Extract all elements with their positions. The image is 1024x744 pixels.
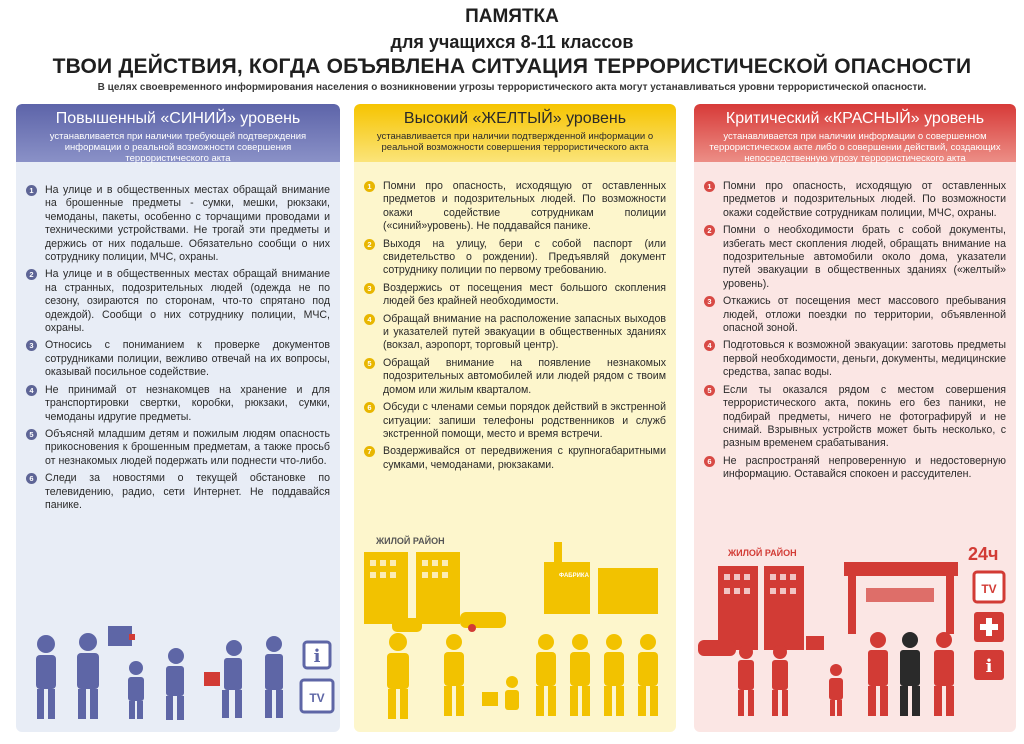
- number-badge: 3: [364, 283, 375, 294]
- number-badge: 2: [26, 269, 37, 280]
- list-item: [704, 180, 1006, 220]
- level-yellow-header: [354, 104, 676, 162]
- number-badge: 7: [364, 446, 375, 457]
- level-yellow-description: устанавливается при наличии подтвержденной информации о реальной возможности совершения террористического акта: [376, 131, 654, 153]
- gift-box-icon: [806, 636, 824, 650]
- item-text: Относись с пониманием к проверке документов сотрудниками полиции, вежливо отвечай на их вопросы, оказывай посильное содействие.: [45, 339, 330, 379]
- number-badge: 2: [704, 225, 715, 236]
- item-text: Откажись от посещения мест массового пребывания людей, отложи поездки по территории, объявленной опасной зоной.: [723, 295, 1006, 335]
- list-item: [26, 428, 330, 468]
- list-item: [364, 180, 666, 234]
- item-text: Если ты оказался рядом с местом совершения террористического акта, покинь его без паники, не подбирай предметы, ничего не фотографируй и не снимай. Взрывных устройств может быть несколько, с разным временем срабатывания.: [723, 383, 1006, 450]
- list-item: [364, 282, 666, 309]
- tv-label: TV: [309, 691, 325, 705]
- item-text: Воздерживайся от передвижения с крупногабаритными сумками, чемоданами, рюкзаками.: [383, 445, 666, 471]
- level-yellow-title: Высокий «ЖЕЛТЫЙ» уровень: [403, 110, 627, 127]
- list-item: [364, 401, 666, 441]
- list-item: [364, 445, 666, 472]
- factory-label: ФАБРИКА: [559, 573, 589, 579]
- level-blue-header: [16, 104, 340, 162]
- people-figures-icon: [387, 633, 658, 719]
- level-red-description: устанавливается при наличии информации о совершенном террористическом акте либо о совершении действий, создающих непосредственную угрозу террористического акта: [709, 131, 1001, 164]
- yellow-illustration: [354, 522, 676, 732]
- item-text: Обсуди с членами семьи порядок действий в экстренной ситуации: запиши телефоны родственников и служб экстренной помощи, место и время встречи.: [383, 401, 666, 440]
- number-badge: 1: [26, 185, 37, 196]
- people-figures-icon: [36, 633, 283, 720]
- item-text: Не принимай от незнакомцев на хранение и для транспортировки свертки, коробки, рюкзаки, сумки, чемоданы идругие предметы.: [45, 383, 330, 423]
- item-text: Не распространяй непроверенную и недостоверную информацию. Оставайся спокоен и рассудителен.: [723, 454, 1006, 481]
- info-label: i: [313, 646, 321, 667]
- item-text: Обращай внимание на появление незнакомых подозрительных автомобилей или людей рядом с твоим домом или жилым кварталом.: [383, 356, 666, 396]
- item-text: Помни о необходимости брать с собой документы, избегать мест скопления людей, обращать внимание на подозрительные автомобили около дома, указатели путей эвакуации в общественных зданиях («желтый» уровень).: [723, 224, 1006, 290]
- list-item: [26, 472, 330, 512]
- residential-area-label: ЖИЛОЙ РАЙОН: [728, 548, 797, 558]
- level-blue-title: Повышенный «СИНИЙ» уровень: [55, 110, 301, 127]
- level-yellow-panel: [354, 104, 676, 732]
- suitcase-icon: [204, 672, 220, 686]
- number-badge: 6: [704, 456, 715, 467]
- number-badge: 5: [26, 429, 37, 440]
- item-text: Помни про опасность, исходящую от оставленных предметов и подозрительных людей. По возможности окажи содействие сотрудникам полиции, МЧС, охраны.: [723, 180, 1006, 219]
- page-title: ПАМЯТКА: [465, 6, 559, 27]
- list-item: [364, 357, 666, 397]
- item-text: Следи за новостями о текущей обстановке по телевидению, радио, сети Интернет. Не поддавайся панике.: [45, 472, 330, 511]
- officer-figure-icon: [900, 632, 920, 716]
- seats-icon: [866, 588, 934, 602]
- intro-text: В целях своевременного информирования населения о возникновении угрозы террористического акта могут устанавливаться уровни террористической опасности.: [97, 82, 927, 93]
- number-badge: 1: [364, 181, 375, 192]
- number-badge: 2: [364, 239, 375, 250]
- gift-box-icon: [108, 626, 132, 646]
- red-illustration: [694, 536, 1016, 732]
- buildings-icon: [364, 542, 658, 624]
- level-red-header: [694, 104, 1016, 162]
- tv-label: TV: [981, 582, 997, 596]
- number-badge: 3: [704, 296, 715, 307]
- level-red-list: [694, 162, 1016, 482]
- item-text: Помни про опасность, исходящую от оставленных предметов и подозрительных людей. По возможности окажи содействие сотрудникам полиции («синий»уровень). Не поддавайся панике.: [383, 180, 666, 233]
- list-item: [26, 339, 330, 379]
- item-text: Объясняй младшим детям и пожилым людям опасность прикосновения к брошенным предметам, а также просьб от незнакомых людей подержать или поднести что-либо.: [45, 427, 330, 467]
- car-icon: [460, 612, 506, 628]
- item-text: На улице и в общественных местах обращай внимание на странных, подозрительных людей (одежда не по сезону, озираются по сторонам, что-то спрятано под одеждой). Сообщи о них сотруднику полиции, МЧС, охраны.: [45, 268, 330, 335]
- number-badge: 4: [26, 385, 37, 396]
- gift-box-icon: [482, 692, 498, 706]
- list-item: [704, 455, 1006, 482]
- list-item: [704, 339, 1006, 379]
- number-badge: 6: [364, 402, 375, 413]
- level-blue-panel: [16, 104, 340, 732]
- list-item: [364, 238, 666, 278]
- level-blue-description: устанавливается при наличии требующей подтверждения информации о реальной возможности совершения террористического акта: [49, 131, 307, 164]
- number-badge: 6: [26, 473, 37, 484]
- number-badge: 1: [704, 181, 715, 192]
- info-label: i: [985, 656, 993, 677]
- list-item: [704, 384, 1006, 451]
- list-item: [704, 295, 1006, 335]
- list-item: [26, 184, 330, 264]
- number-badge: 4: [704, 340, 715, 351]
- number-badge: 4: [364, 314, 375, 325]
- residential-area-label: ЖИЛОЙ РАЙОН: [376, 536, 445, 546]
- list-item: [364, 313, 666, 353]
- level-yellow-list: [354, 162, 676, 472]
- item-text: Выходя на улицу, бери с собой паспорт (или свидетельство о рождении). Предъявляй документ сотруднику полиции по первому требованию.: [383, 237, 666, 277]
- buildings-icon: [718, 562, 958, 650]
- item-text: Воздержись от посещения мест большого скопления людей без крайней необходимости.: [383, 281, 666, 308]
- audience-line: для учащихся 8-11 классов: [390, 32, 634, 52]
- number-badge: 3: [26, 340, 37, 351]
- number-badge: 5: [364, 358, 375, 369]
- list-item: [26, 384, 330, 424]
- item-text: На улице и в общественных местах обращай внимание на брошенные предметы - сумки, мешки, рюкзаки, чемоданы, пакеты, особенно с торчащими проводами и техническими устройствами. Не трогай эти предметы и держись от них подальше. Обязательно сообщи о них сотруднику полиции, МЧС, охраны.: [45, 184, 330, 264]
- item-text: Обращай внимание на расположение запасных выходов и указателей путей эвакуации в общественных зданиях (вокзал, аэропорт, торговый центр).: [383, 312, 666, 352]
- headline: ТВОИ ДЕЙСТВИЯ, КОГДА ОБЪЯВЛЕНА СИТУАЦИЯ ТЕРРОРИСТИЧЕСКОЙ ОПАСНОСТИ: [52, 55, 972, 78]
- car-icon: [698, 640, 736, 656]
- car-icon: [392, 618, 422, 632]
- hours-24-label: 24ч: [968, 544, 999, 564]
- level-blue-list: [16, 162, 340, 512]
- list-item: [704, 224, 1006, 291]
- level-red-title: Критический «КРАСНЫЙ» уровень: [725, 110, 985, 127]
- blue-illustration: [16, 622, 340, 732]
- list-item: [26, 268, 330, 335]
- item-text: Подготовься к возможной эвакуации: заготовь предметы первой необходимости, деньги, документы, медицинские средства, запас воды.: [723, 339, 1006, 379]
- number-badge: 5: [704, 385, 715, 396]
- level-red-panel: [694, 104, 1016, 732]
